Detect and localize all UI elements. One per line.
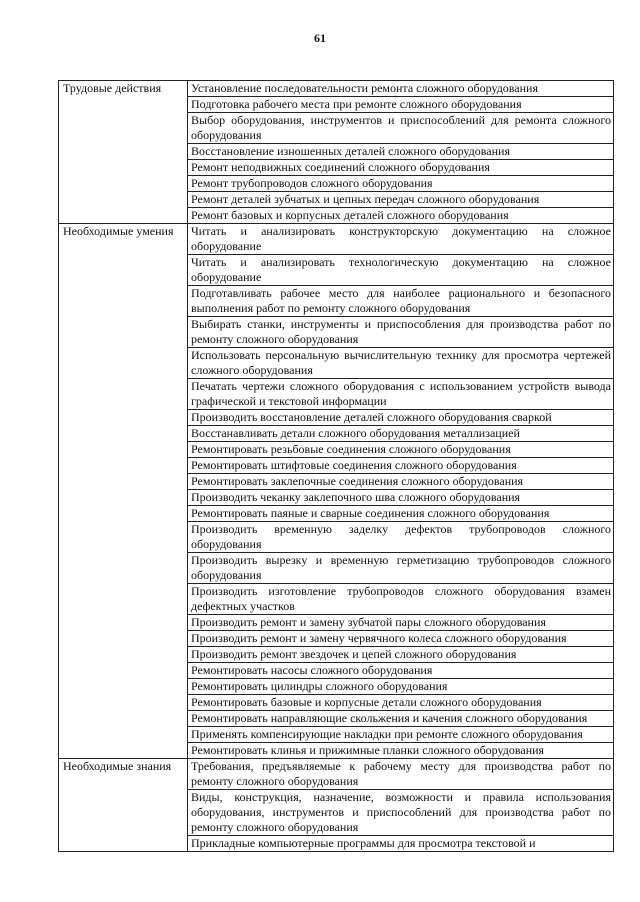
requirement-item: Ремонтировать паяные и сварные соединения сложного оборудования — [188, 506, 614, 522]
section-label-required-skills: Необходимые умения — [59, 224, 188, 759]
requirement-item: Производить чеканку заклепочного шва сложного оборудования — [188, 490, 614, 506]
table-row — [59, 224, 614, 255]
requirement-item: Ремонтировать базовые и корпусные детали сложного оборудования — [188, 695, 614, 711]
requirement-item: Ремонт базовых и корпусных деталей сложного оборудования — [188, 208, 614, 224]
requirement-item: Прикладные компьютерные программы для просмотра текстовой и — [188, 836, 614, 852]
page-number: 61 — [314, 31, 326, 45]
requirement-item: Подготовка рабочего места при ремонте сложного оборудования — [188, 97, 614, 113]
section-label-labor-actions: Трудовые действия — [59, 81, 188, 224]
requirement-item: Виды, конструкция, назначение, возможности и правила использования оборудования, инструментов и приспособлений для производства работ по ремонту сложного оборудования — [188, 790, 614, 836]
table-row — [59, 759, 614, 790]
requirement-item: Читать и анализировать конструкторскую документацию на сложное оборудование — [188, 224, 614, 255]
requirement-item: Восстанавливать детали сложного оборудования металлизацией — [188, 426, 614, 442]
requirement-item: Производить временную заделку дефектов трубопроводов сложного оборудования — [188, 522, 614, 553]
requirement-item: Установление последовательности ремонта сложного оборудования — [188, 81, 614, 97]
table-row — [59, 81, 614, 97]
requirement-item: Производить восстановление деталей сложного оборудования сваркой — [188, 410, 614, 426]
requirement-item: Производить вырезку и временную герметизацию трубопроводов сложного оборудования — [188, 553, 614, 584]
requirement-item: Читать и анализировать технологическую документацию на сложное оборудование — [188, 255, 614, 286]
requirement-item: Ремонтировать насосы сложного оборудования — [188, 663, 614, 679]
requirement-item: Печатать чертежи сложного оборудования с использованием устройств вывода графической и текстовой информации — [188, 379, 614, 410]
requirement-item: Производить ремонт и замену червячного колеса сложного оборудования — [188, 631, 614, 647]
requirements-table-body — [59, 81, 614, 852]
requirement-item: Производить ремонт звездочек и цепей сложного оборудования — [188, 647, 614, 663]
requirement-item: Требования, предъявляемые к рабочему месту для производства работ по ремонту сложного оборудования — [188, 759, 614, 790]
requirement-item: Ремонт деталей зубчатых и цепных передач сложного оборудования — [188, 192, 614, 208]
requirement-item: Выбирать станки, инструменты и приспособления для производства работ по ремонту сложного оборудования — [188, 317, 614, 348]
requirement-item: Ремонтировать штифтовые соединения сложного оборудования — [188, 458, 614, 474]
requirement-item: Ремонтировать резьбовые соединения сложного оборудования — [188, 442, 614, 458]
requirement-item: Производить ремонт и замену зубчатой пары сложного оборудования — [188, 615, 614, 631]
requirement-item: Ремонтировать заклепочные соединения сложного оборудования — [188, 474, 614, 490]
requirement-item: Ремонтировать клинья и прижимные планки сложного оборудования — [188, 743, 614, 759]
requirements-table — [58, 80, 614, 852]
requirement-item: Подготавливать рабочее место для наиболее рационального и безопасного выполнения работ по ремонту сложного оборудования — [188, 286, 614, 317]
requirement-item: Ремонтировать направляющие скольжения и качения сложного оборудования — [188, 711, 614, 727]
requirement-item: Применять компенсирующие накладки при ремонте сложного оборудования — [188, 727, 614, 743]
requirement-item: Восстановление изношенных деталей сложного оборудования — [188, 144, 614, 160]
requirement-item: Ремонтировать цилиндры сложного оборудования — [188, 679, 614, 695]
requirement-item: Выбор оборудования, инструментов и приспособлений для ремонта сложного оборудования — [188, 113, 614, 144]
requirement-item: Использовать персональную вычислительную технику для просмотра чертежей сложного оборудования — [188, 348, 614, 379]
requirement-item: Ремонт трубопроводов сложного оборудования — [188, 176, 614, 192]
requirement-item: Ремонт неподвижных соединений сложного оборудования — [188, 160, 614, 176]
requirement-item: Производить изготовление трубопроводов сложного оборудования взамен дефектных участков — [188, 584, 614, 615]
section-label-required-knowledge: Необходимые знания — [59, 759, 188, 852]
